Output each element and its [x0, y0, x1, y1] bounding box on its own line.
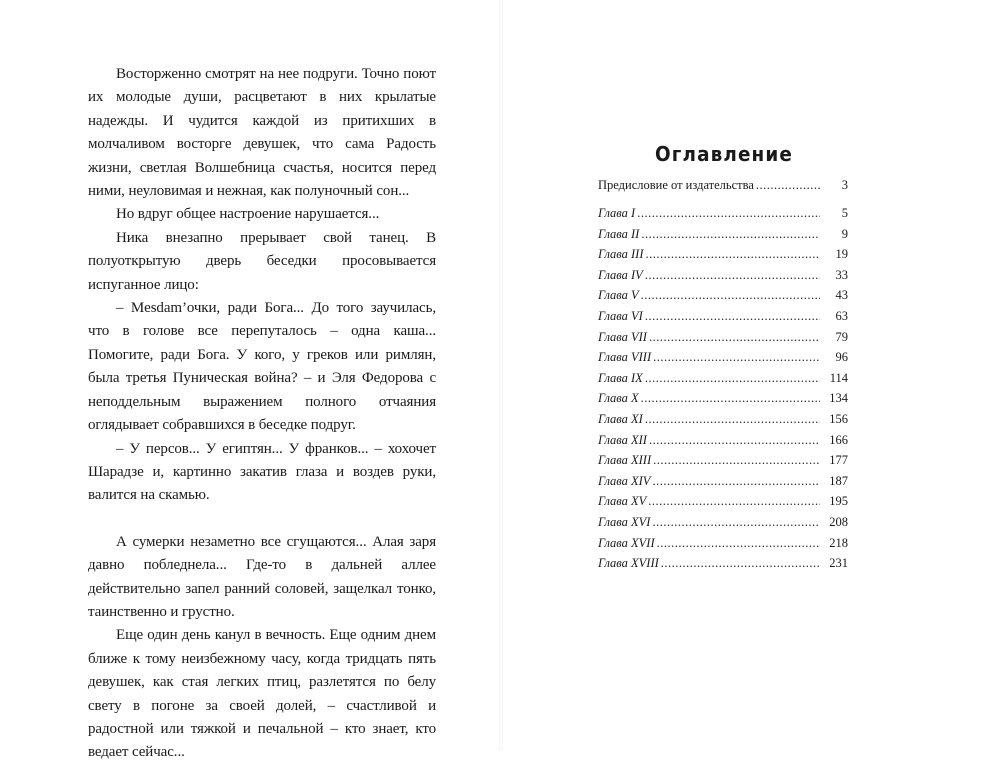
toc-dot-leader [641, 391, 820, 406]
toc-dot-leader [657, 536, 820, 551]
left-page [88, 63, 436, 765]
toc-entry-chapter[interactable] [598, 247, 848, 268]
toc-entry-chapter[interactable] [598, 433, 848, 454]
toc-entry-chapter[interactable] [598, 515, 848, 536]
toc-entry-page: 218 [829, 535, 848, 550]
toc-entry-preface[interactable] [598, 178, 848, 199]
paragraph: Ника внезапно прерывает свой танец. В полуоткрытую дверь беседки просовывается испуганное лицо: [88, 229, 436, 293]
toc-dot-leader [652, 515, 820, 530]
toc-dot-leader [645, 309, 820, 324]
toc-entry-page: 19 [835, 247, 848, 262]
toc-entry-page: 187 [829, 473, 848, 488]
toc-entry-label: Глава XVII [598, 535, 655, 550]
toc-entry-label: Глава IX [598, 370, 643, 385]
toc-dot-leader [641, 288, 820, 303]
toc-entry-label: Глава XII [598, 432, 647, 447]
toc-entry-label: Глава V [598, 288, 639, 303]
toc-dot-leader [649, 433, 820, 448]
toc-dot-leader [653, 453, 820, 468]
toc-dot-leader [645, 371, 820, 386]
toc-entry-page: 156 [829, 411, 848, 426]
table-of-contents [598, 178, 848, 577]
toc-dot-leader [648, 494, 820, 509]
toc-dot-leader [756, 178, 820, 193]
toc-dot-leader [645, 412, 820, 427]
toc-entry-label: Глава I [598, 206, 636, 220]
toc-entry-chapter[interactable] [598, 330, 848, 351]
toc-entry-page: 33 [835, 267, 848, 282]
toc-entry-chapter[interactable] [598, 371, 848, 392]
toc-entry-chapter[interactable] [598, 453, 848, 474]
toc-entry-chapter[interactable] [598, 227, 848, 248]
toc-entry-label: Глава X [598, 391, 639, 406]
toc-entry-chapter[interactable] [598, 391, 848, 412]
toc-entry-page: 177 [829, 453, 848, 468]
toc-entry-page: 96 [835, 350, 848, 365]
toc-entry-label: Глава XIII [598, 453, 652, 468]
paragraph: Восторженно смотрят на нее подруги. Точно поют их молодые души, расцветают в них крылатые надежды. И чудится каждой из притихших в молчаливом восторге девушек, что сама Радость жизни, светлая Волшебница счастья, носится перед ними, неуловимая и нежная, как полуночный сон... [88, 66, 436, 200]
toc-dot-leader [652, 474, 820, 489]
toc-entry-chapter[interactable] [598, 309, 848, 330]
toc-entry-chapter[interactable] [598, 474, 848, 495]
toc-entry-label: Глава XVIII [598, 556, 659, 571]
toc-entry-page: 114 [829, 370, 848, 385]
toc-entry-page: 5 [841, 206, 848, 220]
toc-title: Оглавление [655, 142, 793, 166]
toc-dot-leader [641, 227, 820, 242]
toc-dot-leader [646, 247, 820, 262]
toc-entry-label: Глава II [598, 226, 640, 241]
toc-entry-page: 231 [829, 556, 848, 571]
toc-entry-label: Глава VII [598, 329, 647, 344]
toc-entry-label: Глава IV [598, 267, 643, 282]
toc-entry-label: Глава VIII [598, 350, 652, 365]
paragraph: Еще один день канул в вечность. Еще одним днем ближе к тому неизбежному часу, когда тридцать пять девушек, как стая легких птиц, разлетятся по белу свету в погоне за своей долей, – счастливой и радостной или тяжкой и печальной – кто знает, кто ведает сейчас... [88, 627, 436, 761]
toc-entry-page: 79 [835, 329, 848, 344]
paragraph: А сумерки незаметно все сгущаются... Алая заря давно побледнела... Где-то в дальней аллее действительно запел ранний соловей, защелкал тонко, таинственно и грустно. [88, 533, 436, 620]
toc-entry-page: 208 [829, 514, 848, 529]
paragraph: Но вдруг общее настроение нарушается... [116, 206, 380, 223]
toc-entry-chapter[interactable] [598, 412, 848, 433]
toc-entry-chapter[interactable] [598, 206, 848, 227]
toc-dot-leader [653, 350, 820, 365]
paragraph: – Mesdam’очки, ради Бога... До того заучилась, что в голове все перепуталось – одна каша... Помогите, ради Бога. У кого, у греков или римлян, была третья Пуническая война? – и Эля Федорова с неподдельным выражением полного отчаяния оглядывает собравшихся в беседке подруг. [88, 300, 436, 434]
toc-entry-chapter[interactable] [598, 494, 848, 515]
toc-entry-label: Предисловие от издательства [598, 178, 754, 192]
toc-entry-page: 43 [835, 288, 848, 303]
toc-entry-label: Глава III [598, 247, 644, 262]
toc-entry-page: 63 [835, 308, 848, 323]
toc-entry-chapter[interactable] [598, 268, 848, 289]
toc-entry-page: 9 [841, 226, 848, 241]
toc-dot-leader [661, 556, 820, 571]
toc-entry-label: Глава VI [598, 308, 643, 323]
toc-dot-leader [645, 268, 820, 283]
toc-entry-chapter[interactable] [598, 288, 848, 309]
page-gutter [499, 0, 503, 751]
toc-entry-chapter[interactable] [598, 350, 848, 371]
toc-entry-chapter[interactable] [598, 536, 848, 557]
toc-entry-label: Глава XVI [598, 514, 651, 529]
toc-entry-label: Глава XIV [598, 473, 651, 488]
toc-entry-page: 195 [829, 494, 848, 509]
toc-dot-leader [637, 206, 820, 221]
toc-entry-page: 166 [829, 432, 848, 447]
paragraph: – У персов... У египтян... У франков... – хохочет Шарадзе и, картинно закатив глаза и воздев руки, валится на скамью. [88, 440, 436, 504]
toc-entry-page: 3 [841, 178, 848, 192]
toc-entry-label: Глава XI [598, 411, 643, 426]
toc-entry-chapter[interactable] [598, 556, 848, 577]
toc-entry-page: 134 [829, 391, 848, 406]
toc-dot-leader [649, 330, 820, 345]
toc-entry-label: Глава XV [598, 494, 647, 509]
